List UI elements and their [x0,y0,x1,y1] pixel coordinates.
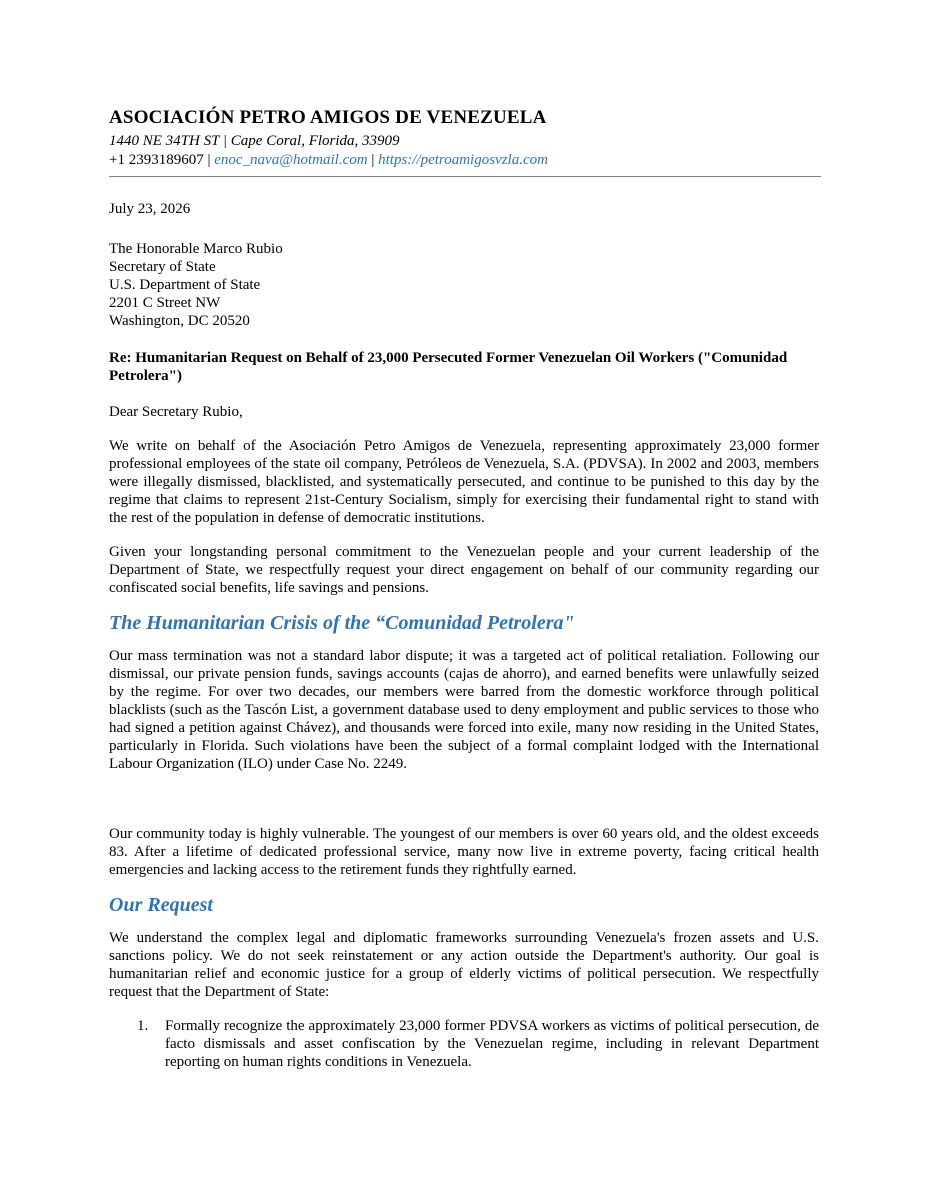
subject-line: Re: Humanitarian Request on Behalf of 23,000 Persecuted Former Venezuelan Oil Workers ("Comunidad Petrolera") [109,350,788,384]
contact-separator: | [207,152,211,168]
paragraph-vulnerability: Our community today is highly vulnerable. The youngest of our members is over 60 years old, and the oldest exceeds 83. After a lifetime of dedicated professional service, many now live in extreme poverty, facing critical health emergencies and lacking access to the retirement funds they rightfully earned. [109,826,819,878]
organization-name: ASOCIACIÓN PETRO AMIGOS DE VENEZUELA [109,107,547,128]
paragraph-intro: We write on behalf of the Asociación Petro Amigos de Venezuela, representing approximately 23,000 former professional employees of the state oil company, Petróleos de Venezuela, S.A. (PDVSA). In 2002 and 2003, members were illegally dismissed, blacklisted, and systematically persecuted, and continue to be punished to this day by the regime that claims to represent 21st-Century Socialism, simply for exercising their fundamental right to stand with the rest of the population in defense of democratic institutions. [109,438,819,526]
letter-date: July 23, 2026 [109,201,191,217]
recipient-block [109,240,819,330]
phone-number: +1 2393189607 [109,152,204,168]
letterhead [109,106,821,170]
recipient-department: U.S. Department of State [109,277,261,293]
recipient-name: The Honorable Marco Rubio [109,241,283,257]
request-list [109,1017,819,1071]
website-link[interactable]: https://petroamigosvzla.com [378,152,548,168]
section-heading-request: Our Request [109,894,213,916]
contact-separator: | [371,152,375,168]
letter-body [109,200,819,1071]
salutation: Dear Secretary Rubio, [109,404,243,420]
list-item-number: 1. [137,1018,149,1034]
list-item-text: Formally recognize the approximately 23,000 former PDVSA workers as victims of political persecution, de facto dismissals and asset confiscation by the Venezuelan regime, including in relevant Department reporting on human rights conditions in Venezuela. [165,1018,819,1070]
list-item [109,1017,819,1071]
email-link[interactable]: enoc_nava@hotmail.com [214,152,368,168]
recipient-street: 2201 C Street NW [109,295,221,311]
recipient-title: Secretary of State [109,259,216,275]
organization-address: 1440 NE 34TH ST | Cape Coral, Florida, 33909 [109,133,400,149]
section-heading-crisis: The Humanitarian Crisis of the “Comunidad Petrolera" [109,612,575,634]
recipient-city: Washington, DC 20520 [109,313,250,329]
paragraph-request-intro: We understand the complex legal and diplomatic frameworks surrounding Venezuela's frozen assets and U.S. sanctions policy. We do not seek reinstatement or any action outside the Department's authority. Our goal is humanitarian relief and economic justice for a group of elderly victims of political persecution. We respectfully request that the Department of State: [109,930,819,1000]
contact-line [109,151,821,170]
paragraph-crisis: Our mass termination was not a standard labor dispute; it was a targeted act of political retaliation. Following our dismissal, our private pension funds, savings accounts (cajas de ahorro), and earned benefits were unlawfully seized by the regime. For over two decades, our members were barred from the domestic workforce through political blacklists (such as the Tascón List, a government database used to deny employment and public services to those who had signed a petition against Chávez), and thousands were forced into exile, many now residing in the United States, particularly in Florida. Such violations have been the subject of a formal complaint lodged with the International Labour Organization (ILO) under Case No. 2249. [109,648,819,772]
letterhead-divider [109,176,821,177]
paragraph-request-engagement: Given your longstanding personal commitment to the Venezuelan people and your current leadership of the Department of State, we respectfully request your direct engagement on behalf of our community regarding our confiscated social benefits, life savings and pensions. [109,544,819,596]
